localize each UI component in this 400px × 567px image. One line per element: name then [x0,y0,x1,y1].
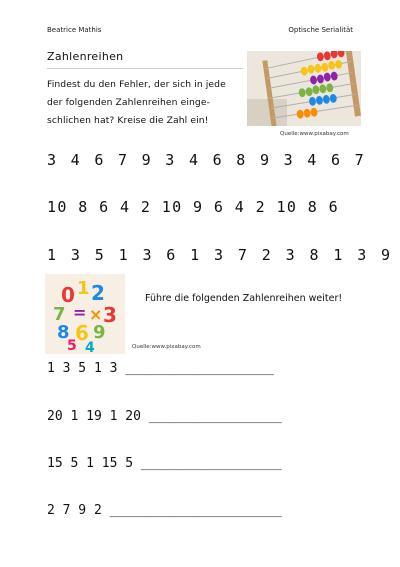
header-topic: Optische Serialität [288,26,353,34]
svg-text:6: 6 [75,321,89,345]
number-row-1: 3 4 6 7 9 3 4 6 8 9 3 4 6 7 [47,151,367,169]
numbers-image-credit: Quelle:www.pixabay.com [132,344,201,350]
numbers-illustration [45,274,125,354]
intro-line-1: Findest du den Fehler, der sich in jede [47,79,226,90]
continue-task-2: 20 1 19 1 20 _________________ [47,409,282,424]
svg-text:0: 0 [61,283,75,307]
abacus-photo [247,51,361,126]
svg-text:3: 3 [103,303,117,327]
number-row-2: 10 8 6 4 2 10 9 6 4 2 10 8 6 [47,198,340,216]
page-title: Zahlenreihen [47,50,124,63]
intro-line-3: schlichen hat? Kreise die Zahl ein! [47,115,209,126]
svg-text:7: 7 [53,304,66,325]
continue-task-1: 1 3 5 1 3 ___________________ [47,361,274,376]
svg-text:5: 5 [67,338,77,354]
abacus-graphic [247,51,361,126]
continue-task-4: 2 7 9 2 ______________________ [47,503,282,518]
intro-line-2: der folgenden Zahlenreihen einge- [47,97,211,108]
title-underline [47,68,243,69]
svg-text:4: 4 [85,340,95,354]
svg-text:2: 2 [91,281,105,305]
continue-task-3: 15 5 1 15 5 __________________ [47,456,282,471]
number-row-3: 1 3 5 1 3 6 1 3 7 2 3 8 1 3 9 [47,246,393,264]
svg-text:=: = [73,303,87,322]
continue-instruction: Führe die folgenden Zahlenreihen weiter! [145,293,343,304]
svg-text:1: 1 [77,278,90,299]
svg-text:8: 8 [57,322,70,343]
header-author: Beatrice Mathis [47,26,102,34]
svg-text:×: × [89,305,103,324]
abacus-photo-credit: Quelle:www.pixabay.com [280,131,349,137]
svg-text:9: 9 [93,322,106,343]
numbers-graphic [45,274,125,354]
